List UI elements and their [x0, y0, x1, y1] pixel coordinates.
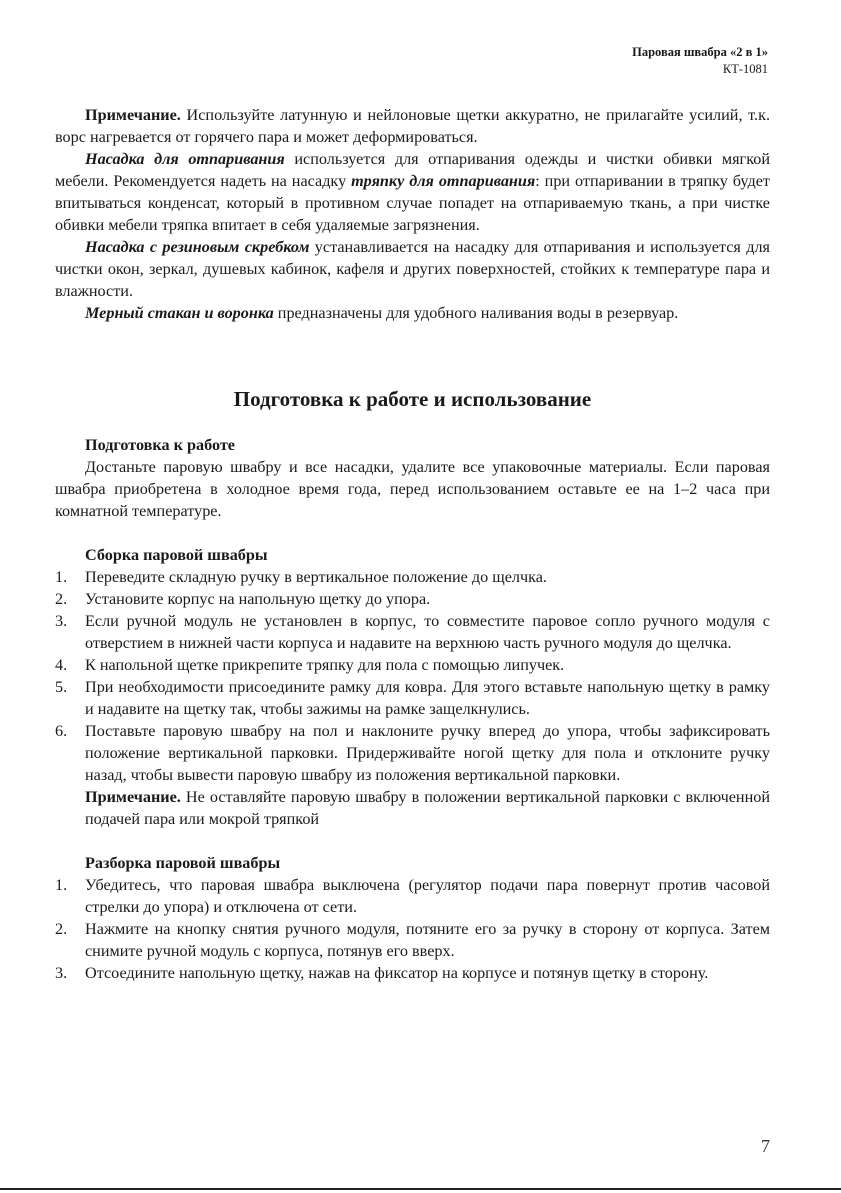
steam-nozzle-text-1: используется для отпаривания одежды и чистки обивки мягкой мебели. Рекомендуется надеть на насадку — [55, 150, 770, 190]
list-item — [55, 610, 770, 654]
list-item-number: 4. — [55, 656, 68, 674]
list-item — [55, 566, 770, 588]
header-title: Паровая швабра «2 в 1» — [632, 45, 768, 59]
assembly-list — [55, 566, 770, 786]
list-item-text: Установите корпус на напольную щетку до упора. — [85, 590, 431, 608]
note-text: Используйте латунную и нейлоновые щетки аккуратно, не прилагайте усилий, т.к. ворс нагревается от горячего пара и может деформироваться. — [55, 106, 770, 146]
list-item — [55, 962, 770, 984]
list-item — [55, 676, 770, 720]
list-item-number: 3. — [55, 964, 68, 982]
list-item-number: 6. — [55, 722, 68, 740]
list-item-text: При необходимости присоедините рамку для ковра. Для этого вставьте напольную щетку в рамку и надавите на щетку так, чтобы зажимы на рамке защелкнулись. — [85, 678, 770, 718]
running-header — [632, 44, 768, 78]
list-item-text: Нажмите на кнопку снятия ручного модуля, потяните его за ручку в сторону от корпуса. Затем снимите ручной модуль с корпуса, потянув его вверх. — [85, 920, 770, 960]
list-item-text: К напольной щетке прикрепите тряпку для пола с помощью липучек. — [85, 656, 565, 674]
bottom-divider — [0, 1188, 841, 1190]
list-item-number: 1. — [55, 876, 68, 894]
list-item — [55, 918, 770, 962]
list-item-text: Поставьте паровую швабру на пол и наклоните ручку вперед до упора, чтобы зафиксировать положение вертикальной парковки. Придерживайте ногой щетку для пола и отклоните ручку назад, чтобы вывести паровую швабру из положения вертикальной парковки. — [85, 722, 770, 784]
scraper-label: Насадка с резиновым скребком — [85, 238, 310, 256]
list-item-number: 3. — [55, 612, 68, 630]
list-item-text: Если ручной модуль не установлен в корпус, то совместите паровое сопло ручного модуля с отверстием в нижней части корпуса и надавите на верхнюю часть ручного модуля до щелчка. — [85, 612, 770, 652]
disassembly-list — [55, 874, 770, 984]
section-title: Подготовка к работе и использование — [233, 387, 592, 411]
cup-funnel-label: Мерный стакан и воронка — [85, 304, 274, 322]
scraper-text: устанавливается на насадку для отпаривания и используется для чистки окон, зеркал, душевых кабинок, кафеля и других поверхностей, стойких к температуре пара и влажности. — [55, 238, 770, 300]
steam-nozzle-text-2: : при отпаривании в тряпку будет впитываться конденсат, который в противном случае попадет на отпариваемую ткань, а при чистке обивки мебели тряпка впитает в себя удаляемые загрязнения. — [55, 172, 770, 234]
disassembly-title: Разборка паровой швабры — [85, 854, 281, 872]
scraper-paragraph — [55, 236, 770, 302]
cup-funnel-paragraph — [55, 302, 770, 324]
assembly-note — [55, 786, 770, 830]
page-number: 7 — [761, 1136, 770, 1156]
assembly-note-label: Примечание. — [85, 788, 181, 806]
list-item-number: 2. — [55, 590, 68, 608]
page-content — [55, 104, 770, 984]
note-label: Примечание. — [85, 106, 181, 124]
steam-nozzle-label: Насадка для отпаривания — [85, 150, 285, 168]
list-item — [55, 874, 770, 918]
list-item-text: Отсоедините напольную щетку, нажав на фиксатор на корпусе и потянув щетку в сторону. — [85, 964, 709, 982]
steam-cloth-label: тряпку для отпаривания — [351, 172, 536, 190]
list-item-number: 5. — [55, 678, 68, 696]
preparation-title: Подготовка к работе — [85, 436, 235, 454]
list-item — [55, 588, 770, 610]
intro-note-paragraph — [55, 104, 770, 148]
steam-nozzle-paragraph — [55, 148, 770, 236]
list-item-number: 1. — [55, 568, 68, 586]
header-model: КТ-1081 — [722, 62, 768, 76]
list-item-text: Убедитесь, что паровая швабра выключена (регулятор подачи пара повернут против часовой стрелки до упора) и отключена от сети. — [85, 876, 770, 916]
assembly-note-text: Не оставляйте паровую швабру в положении вертикальной парковки с включенной подачей пара или мокрой тряпкой — [85, 788, 770, 828]
list-item — [55, 654, 770, 676]
cup-funnel-text: предназначены для удобного наливания воды в резервуар. — [273, 304, 679, 322]
list-item — [55, 720, 770, 786]
assembly-title: Сборка паровой швабры — [85, 546, 268, 564]
list-item-text: Переведите складную ручку в вертикальное положение до щелчка. — [85, 568, 547, 586]
list-item-number: 2. — [55, 920, 68, 938]
preparation-text: Достаньте паровую швабру и все насадки, удалите все упаковочные материалы. Если паровая швабра приобретена в холодное время года, перед использованием оставьте ее на 1–2 часа при комнатной температуре. — [55, 458, 770, 520]
